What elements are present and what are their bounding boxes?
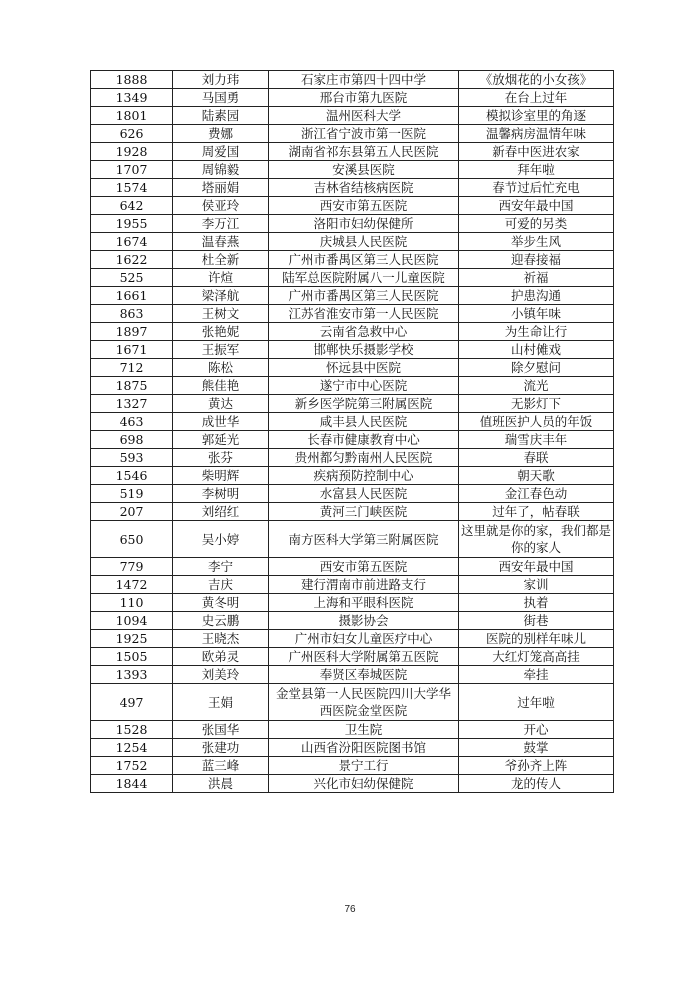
photo-title-cell: 新春中医进农家 [459, 143, 614, 161]
organization-cell: 怀远县中医院 [269, 359, 459, 377]
photo-title-cell: 祈福 [459, 269, 614, 287]
organization-cell: 水富县人民医院 [269, 485, 459, 503]
entry-number-cell: 1472 [91, 576, 173, 594]
organization-cell: 景宁工行 [269, 757, 459, 775]
photo-title-cell: 鼓掌 [459, 739, 614, 757]
table-row [91, 287, 614, 305]
photo-title-cell: 除夕慰问 [459, 359, 614, 377]
table-row [91, 521, 614, 558]
table-row [91, 233, 614, 251]
photo-title-cell: 在台上过年 [459, 89, 614, 107]
photo-title-cell: 护患沟通 [459, 287, 614, 305]
entry-number-cell: 1661 [91, 287, 173, 305]
table-row [91, 721, 614, 739]
photo-title-cell: 模拟诊室里的角逐 [459, 107, 614, 125]
photo-title-cell: 执着 [459, 594, 614, 612]
author-name-cell: 王振军 [173, 341, 269, 359]
entry-number-cell: 1574 [91, 179, 173, 197]
entry-number-cell: 1327 [91, 395, 173, 413]
organization-cell: 陆军总医院附属八一儿童医院 [269, 269, 459, 287]
organization-cell: 遂宁市中心医院 [269, 377, 459, 395]
author-name-cell: 刘绍红 [173, 503, 269, 521]
photo-title-cell: 山村傩戏 [459, 341, 614, 359]
organization-cell: 西安市第五医院 [269, 197, 459, 215]
table-row [91, 179, 614, 197]
organization-cell: 兴化市妇幼保健院 [269, 775, 459, 793]
entry-number-cell: 593 [91, 449, 173, 467]
table-row [91, 612, 614, 630]
author-name-cell: 费娜 [173, 125, 269, 143]
author-name-cell: 李万江 [173, 215, 269, 233]
table-row [91, 576, 614, 594]
entry-number-cell: 1528 [91, 721, 173, 739]
author-name-cell: 吴小婷 [173, 521, 269, 558]
table-row [91, 757, 614, 775]
organization-cell: 广州医科大学附属第五医院 [269, 648, 459, 666]
author-name-cell: 成世华 [173, 413, 269, 431]
table-row [91, 684, 614, 721]
table-row [91, 467, 614, 485]
author-name-cell: 侯亚玲 [173, 197, 269, 215]
organization-cell: 温州医科大学 [269, 107, 459, 125]
photo-title-cell: 小镇年味 [459, 305, 614, 323]
photo-title-cell: 金江春色动 [459, 485, 614, 503]
table-row [91, 305, 614, 323]
entry-number-cell: 1393 [91, 666, 173, 684]
organization-cell: 长春市健康教育中心 [269, 431, 459, 449]
table-row [91, 125, 614, 143]
photo-title-cell: 医院的别样年味儿 [459, 630, 614, 648]
author-name-cell: 陈松 [173, 359, 269, 377]
organization-cell: 山西省汾阳医院图书馆 [269, 739, 459, 757]
organization-cell: 安溪县医院 [269, 161, 459, 179]
photo-title-cell: 过年了，帖春联 [459, 503, 614, 521]
entry-number-cell: 1752 [91, 757, 173, 775]
photo-title-cell: 举步生风 [459, 233, 614, 251]
table-row [91, 449, 614, 467]
table-row [91, 107, 614, 125]
photo-title-cell: 可爱的另类 [459, 215, 614, 233]
table-row [91, 648, 614, 666]
author-name-cell: 欧弟灵 [173, 648, 269, 666]
entry-number-cell: 463 [91, 413, 173, 431]
author-name-cell: 陆素园 [173, 107, 269, 125]
entry-number-cell: 1546 [91, 467, 173, 485]
author-name-cell: 温春燕 [173, 233, 269, 251]
table-row [91, 251, 614, 269]
author-name-cell: 史云鹏 [173, 612, 269, 630]
organization-cell: 广州市妇女儿童医疗中心 [269, 630, 459, 648]
table-row [91, 341, 614, 359]
organization-cell: 湖南省祁东县第五人民医院 [269, 143, 459, 161]
author-name-cell: 刘力玮 [173, 71, 269, 89]
organization-cell: 黄河三门峡医院 [269, 503, 459, 521]
organization-cell: 新乡医学院第三附属医院 [269, 395, 459, 413]
table-row [91, 775, 614, 793]
table-row [91, 666, 614, 684]
author-name-cell: 蓝三峰 [173, 757, 269, 775]
table-row [91, 359, 614, 377]
entry-number-cell: 779 [91, 558, 173, 576]
photo-title-cell: 迎春接福 [459, 251, 614, 269]
table-row [91, 395, 614, 413]
entry-number-cell: 1094 [91, 612, 173, 630]
photo-entries-table [90, 70, 614, 793]
entry-number-cell: 1674 [91, 233, 173, 251]
photo-title-cell: 春联 [459, 449, 614, 467]
organization-cell: 吉林省结核病医院 [269, 179, 459, 197]
author-name-cell: 周锦毅 [173, 161, 269, 179]
entry-number-cell: 525 [91, 269, 173, 287]
photo-title-cell: 西安年最中国 [459, 197, 614, 215]
entry-number-cell: 1955 [91, 215, 173, 233]
author-name-cell: 张艳妮 [173, 323, 269, 341]
entry-number-cell: 642 [91, 197, 173, 215]
table-row [91, 630, 614, 648]
photo-title-cell: 这里就是你的家，我们都是你的家人 [459, 521, 614, 558]
author-name-cell: 王晓杰 [173, 630, 269, 648]
photo-title-cell: 牵挂 [459, 666, 614, 684]
author-name-cell: 刘美玲 [173, 666, 269, 684]
photo-title-cell: 龙的传人 [459, 775, 614, 793]
author-name-cell: 许煊 [173, 269, 269, 287]
table-row [91, 89, 614, 107]
entry-number-cell: 863 [91, 305, 173, 323]
table-row [91, 71, 614, 89]
table-row [91, 269, 614, 287]
photo-title-cell: 大红灯笼高高挂 [459, 648, 614, 666]
author-name-cell: 张建功 [173, 739, 269, 757]
entry-number-cell: 1897 [91, 323, 173, 341]
table-row [91, 197, 614, 215]
entry-number-cell: 1505 [91, 648, 173, 666]
table-body [91, 71, 614, 793]
organization-cell: 咸丰县人民医院 [269, 413, 459, 431]
table-row [91, 215, 614, 233]
organization-cell: 贵州都匀黔南州人民医院 [269, 449, 459, 467]
photo-title-cell: 过年啦 [459, 684, 614, 721]
organization-cell: 庆城县人民医院 [269, 233, 459, 251]
author-name-cell: 洪晨 [173, 775, 269, 793]
organization-cell: 奉贤区奉城医院 [269, 666, 459, 684]
author-name-cell: 王娟 [173, 684, 269, 721]
author-name-cell: 熊佳艳 [173, 377, 269, 395]
organization-cell: 卫生院 [269, 721, 459, 739]
organization-cell: 金堂县第一人民医院四川大学华西医院金堂医院 [269, 684, 459, 721]
entry-number-cell: 207 [91, 503, 173, 521]
organization-cell: 广州市番禺区第三人民医院 [269, 287, 459, 305]
photo-title-cell: 朝天歌 [459, 467, 614, 485]
photo-title-cell: 爷孙齐上阵 [459, 757, 614, 775]
photo-title-cell: 西安年最中国 [459, 558, 614, 576]
entry-number-cell: 1622 [91, 251, 173, 269]
organization-cell: 石家庄市第四十四中学 [269, 71, 459, 89]
organization-cell: 浙江省宁波市第一医院 [269, 125, 459, 143]
table-row [91, 594, 614, 612]
organization-cell: 西安市第五医院 [269, 558, 459, 576]
organization-cell: 邯郸快乐摄影学校 [269, 341, 459, 359]
author-name-cell: 黄达 [173, 395, 269, 413]
author-name-cell: 张芬 [173, 449, 269, 467]
entry-number-cell: 497 [91, 684, 173, 721]
organization-cell: 摄影协会 [269, 612, 459, 630]
photo-title-cell: 流光 [459, 377, 614, 395]
entry-number-cell: 519 [91, 485, 173, 503]
photo-title-cell: 街巷 [459, 612, 614, 630]
table-row [91, 431, 614, 449]
entry-number-cell: 1844 [91, 775, 173, 793]
entry-number-cell: 1254 [91, 739, 173, 757]
photo-title-cell: 值班医护人员的年饭 [459, 413, 614, 431]
author-name-cell: 梁泽航 [173, 287, 269, 305]
organization-cell: 广州市番禺区第三人民医院 [269, 251, 459, 269]
photo-title-cell: 拜年啦 [459, 161, 614, 179]
table-row [91, 485, 614, 503]
organization-cell: 建行渭南市前进路支行 [269, 576, 459, 594]
organization-cell: 云南省急救中心 [269, 323, 459, 341]
entry-number-cell: 1801 [91, 107, 173, 125]
organization-cell: 江苏省淮安市第一人民医院 [269, 305, 459, 323]
organization-cell: 上海和平眼科医院 [269, 594, 459, 612]
page-number: 76 [344, 904, 356, 915]
author-name-cell: 柴明辉 [173, 467, 269, 485]
photo-title-cell: 家训 [459, 576, 614, 594]
entry-number-cell: 1707 [91, 161, 173, 179]
entry-number-cell: 110 [91, 594, 173, 612]
table-row [91, 323, 614, 341]
photo-title-cell: 春节过后忙充电 [459, 179, 614, 197]
table-row [91, 377, 614, 395]
author-name-cell: 王树文 [173, 305, 269, 323]
author-name-cell: 杜全新 [173, 251, 269, 269]
author-name-cell: 周爱国 [173, 143, 269, 161]
entry-number-cell: 1928 [91, 143, 173, 161]
author-name-cell: 吉庆 [173, 576, 269, 594]
entry-number-cell: 1671 [91, 341, 173, 359]
table-row [91, 413, 614, 431]
author-name-cell: 塔丽娟 [173, 179, 269, 197]
author-name-cell: 马国勇 [173, 89, 269, 107]
entry-number-cell: 650 [91, 521, 173, 558]
organization-cell: 邢台市第九医院 [269, 89, 459, 107]
author-name-cell: 李树明 [173, 485, 269, 503]
table-row [91, 503, 614, 521]
photo-title-cell: 开心 [459, 721, 614, 739]
organization-cell: 疾病预防控制中心 [269, 467, 459, 485]
organization-cell: 南方医科大学第三附属医院 [269, 521, 459, 558]
entry-number-cell: 1875 [91, 377, 173, 395]
author-name-cell: 李宁 [173, 558, 269, 576]
entry-number-cell: 626 [91, 125, 173, 143]
author-name-cell: 黄冬明 [173, 594, 269, 612]
entry-number-cell: 1888 [91, 71, 173, 89]
author-name-cell: 郭延光 [173, 431, 269, 449]
table-row [91, 558, 614, 576]
organization-cell: 洛阳市妇幼保健所 [269, 215, 459, 233]
photo-title-cell: 《放烟花的小女孩》 [459, 71, 614, 89]
photo-title-cell: 瑞雪庆丰年 [459, 431, 614, 449]
entry-number-cell: 712 [91, 359, 173, 377]
photo-title-cell: 为生命让行 [459, 323, 614, 341]
photo-title-cell: 无影灯下 [459, 395, 614, 413]
table-row [91, 739, 614, 757]
photo-title-cell: 温馨病房温情年味 [459, 125, 614, 143]
entry-number-cell: 698 [91, 431, 173, 449]
entry-number-cell: 1925 [91, 630, 173, 648]
table-row [91, 143, 614, 161]
entry-number-cell: 1349 [91, 89, 173, 107]
author-name-cell: 张国华 [173, 721, 269, 739]
table-row [91, 161, 614, 179]
